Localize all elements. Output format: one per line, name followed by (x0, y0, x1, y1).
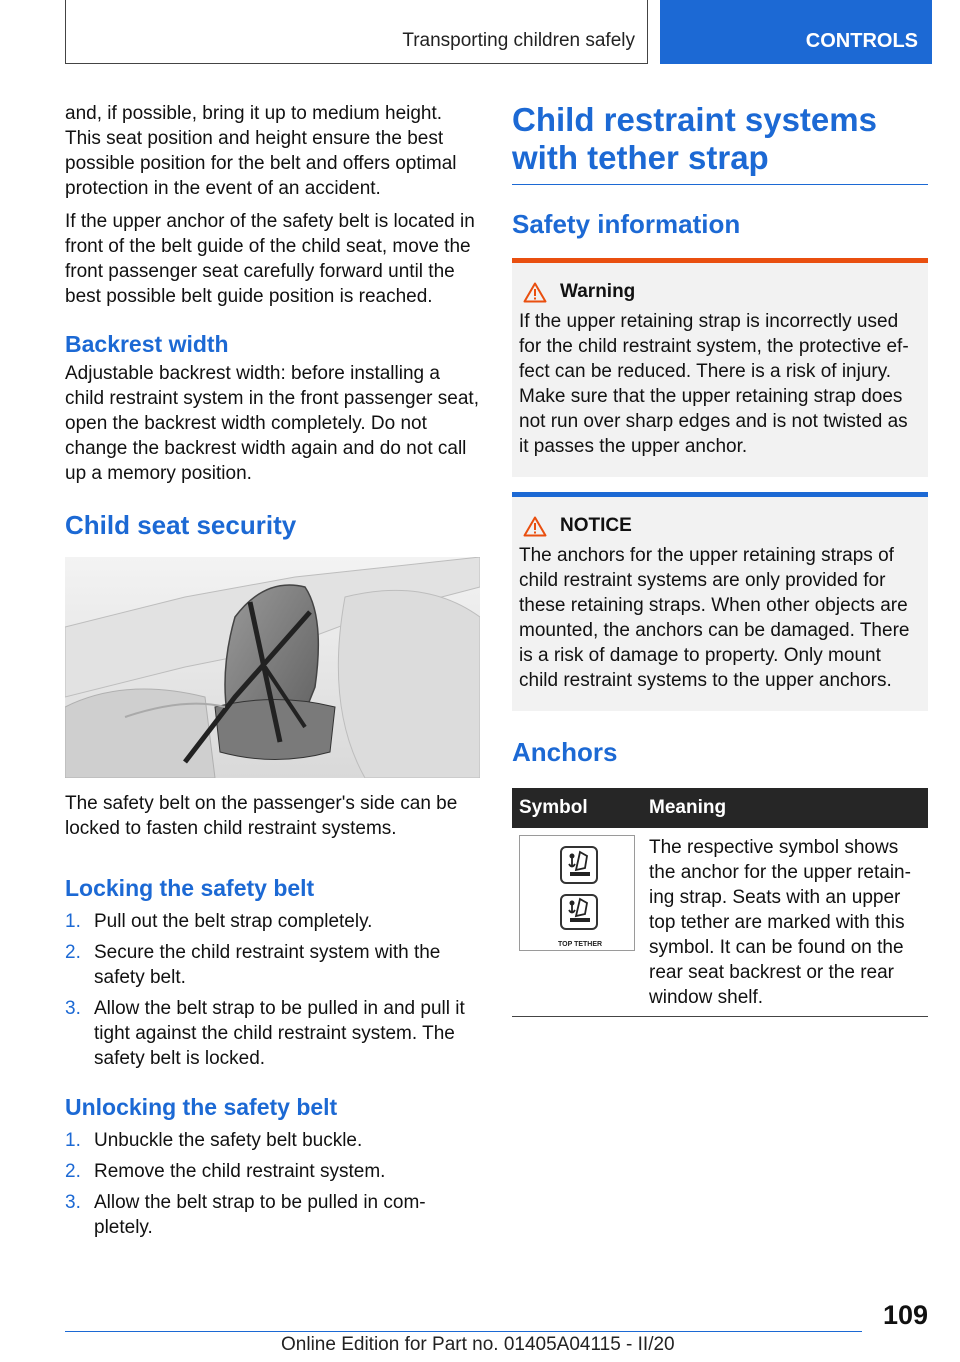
step-text: Unbuckle the safety belt buckle. (94, 1130, 363, 1151)
locking-steps-list (65, 909, 480, 1071)
notice-title-row (519, 515, 920, 537)
notice-text: The anchors for the upper retaining straps of child restraint systems are only provided for these retaining straps. When other objects are mounted, the anchors can be damaged. There is a risk of damage to property. Only mount child restraint systems to the upper anchors. (519, 545, 910, 691)
unlocking-steps-list (65, 1128, 480, 1240)
step-number: 3. (65, 1192, 81, 1213)
heading-rule (512, 184, 928, 185)
anchors-heading: Anchors (512, 737, 618, 767)
footer-rule (65, 1331, 862, 1332)
left-column (65, 101, 480, 1246)
warning-triangle-icon (523, 282, 547, 303)
top-tether-labeled-icon (560, 894, 598, 930)
child-seat-drawing (65, 557, 480, 778)
list-item (65, 1159, 480, 1184)
list-item (65, 1190, 480, 1240)
meaning-column-header: Meaning (642, 788, 928, 828)
top-tether-label: TOP TETHER (558, 941, 603, 948)
anchors-table (512, 788, 928, 1017)
child-seat-illustration (65, 557, 480, 778)
step-number: 1. (65, 911, 81, 932)
figure-caption: The safety belt on the passenger's side can be locked to fasten child restraint systems. (65, 793, 458, 839)
step-text: Allow the belt strap to be pulled in and pull it tight against the child restraint system. The safety belt is locked. (94, 998, 465, 1069)
header-controls-tab[interactable] (660, 0, 932, 64)
warning-title-row (519, 281, 920, 303)
list-item (65, 1128, 480, 1153)
table-header-row (512, 788, 928, 828)
list-item (65, 940, 480, 990)
main-heading: Child restraint systems with tether strap (512, 101, 877, 176)
meaning-cell: The respective symbol shows the anchor for the upper retain-ing strap. Seats with an upper top tether are marked with this symbol. It can be found on the rear seat backrest or the rear window shelf. (642, 828, 928, 1017)
intro-paragraph-1: and, if possible, bring it up to medium height. This seat position and height ensure the best possible position for the belt and offers optimal protection in the event of an accident. (65, 103, 457, 199)
header-tab-label: CONTROLS (805, 30, 918, 52)
notice-title: NOTICE (560, 515, 632, 536)
header-section-box (65, 0, 648, 64)
edition-text: Online Edition for Part no. 01405A04115 - II/20 (281, 1334, 675, 1355)
symbol-cell (512, 828, 642, 1017)
step-number: 2. (65, 942, 81, 963)
warning-title: Warning (560, 281, 636, 302)
step-text: Allow the belt strap to be pulled in com-pletely. (94, 1192, 426, 1238)
header-section-title: Transporting children safely (402, 30, 635, 51)
step-text: Remove the child restraint system. (94, 1161, 386, 1182)
page-number: 109 (882, 1300, 928, 1330)
list-item (65, 996, 480, 1071)
step-text: Secure the child restraint system with the safety belt. (94, 942, 441, 988)
locking-heading: Locking the safety belt (65, 875, 315, 901)
backrest-width-heading: Backrest width (65, 331, 229, 357)
step-text: Pull out the belt strap completely. (94, 911, 373, 932)
safety-information-heading: Safety information (512, 209, 741, 239)
step-number: 3. (65, 998, 81, 1019)
top-tether-anchor-icon (560, 846, 598, 884)
right-column (512, 101, 928, 1017)
symbol-column-header: Symbol (512, 788, 642, 828)
notice-box (512, 492, 928, 711)
warning-text: If the upper retaining strap is incorrectly used for the child restraint system, the protective ef-fect can be reduced. There is a risk of injury. Make sure that the upper retaining strap does not run over sharp edges and is not twisted as it passes the upper anchor. (519, 311, 909, 457)
backrest-width-text: Adjustable backrest width: before installing a child restraint system in the front passenger seat, open the backrest width completely. Do not change the backrest width again and do not call up a memory position. (65, 363, 479, 484)
step-number: 2. (65, 1161, 81, 1182)
child-seat-security-heading: Child seat security (65, 510, 297, 540)
tether-symbol-frame (519, 835, 635, 951)
intro-paragraph-2: If the upper anchor of the safety belt is located in front of the belt guide of the child seat, move the front passenger seat carefully forward until the best possible belt guide position is reached. (65, 211, 475, 307)
warning-box (512, 258, 928, 477)
list-item (65, 909, 480, 934)
table-row (512, 828, 928, 1017)
unlocking-heading: Unlocking the safety belt (65, 1094, 338, 1120)
step-number: 1. (65, 1130, 81, 1151)
notice-triangle-icon (523, 516, 547, 537)
